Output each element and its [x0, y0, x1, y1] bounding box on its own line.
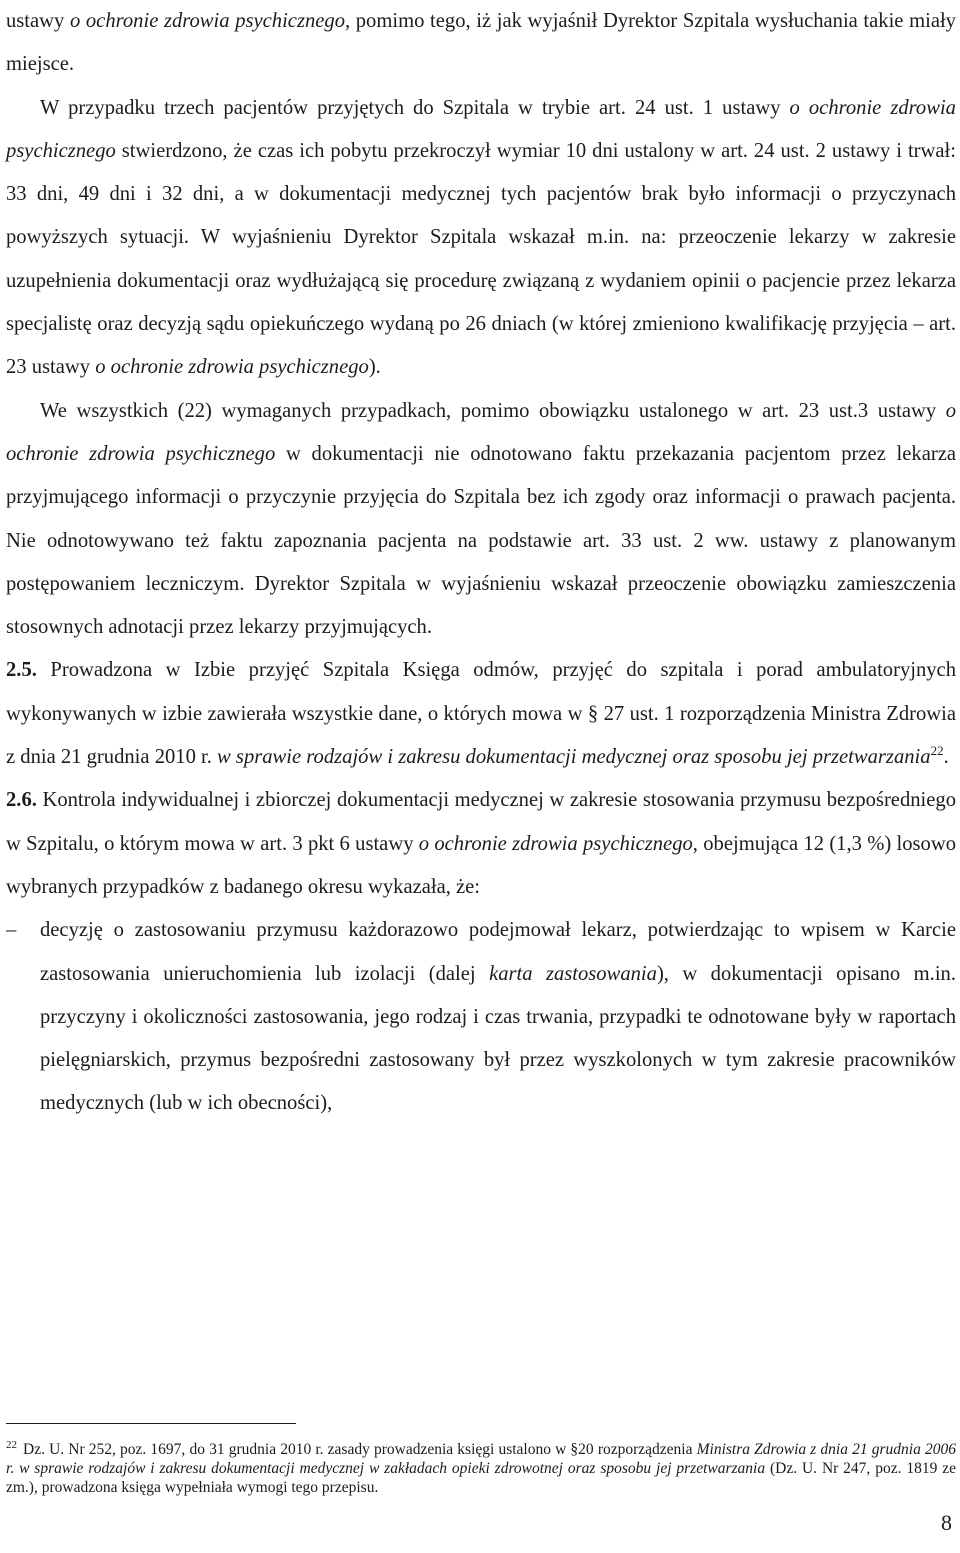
text-run: We wszystkich (22) wymaganych przypadkach, pomimo obowiązku ustalonego w art. 23 ust.3 ustawy	[40, 399, 946, 422]
act-title-italic: o ochronie zdrowia psychicznego,	[69, 10, 351, 32]
footnote-separator	[6, 1423, 296, 1424]
footnote-22	[6, 1440, 956, 1497]
text-run: stwierdzono, że czas ich pobytu przekroczył wymiar 10 dni ustalony w art. 24 ust. 2 ustawy i trwał: 33 dni, 49 dni i 32 dni, a w dokumentacji medycznej tych pacjentów brak było informacji o przyczynach powyższych sytuacji. W wyjaśnieniu Dyrektor Szpitala wskazał m.in. na: przeoczenie lekarzy w zakresie uzupełnienia dokumentacji oraz wydłużającą się procedurę związaną z wydaniem opinii o pacjencie przez lekarza specjalistę oraz decyzją sądu opiekuńczego wydaną po 26 dniach (w której zmieniono kwalifikację przyjęcia – art. 23 ustawy	[6, 139, 956, 379]
defined-term-italic: karta zastosowania	[489, 962, 657, 985]
act-title-italic: o ochronie zdrowia psychicznego	[418, 832, 693, 855]
text-run: ustawy	[6, 10, 70, 32]
text-run: decyzję o zastosowaniu przymusu każdorazowo podejmował lekarz, potwierdzając to wpisem w Karcie zastosowania unieruchomienia lub izolacji (dalej	[40, 919, 956, 985]
footnote-number: 22	[6, 1438, 17, 1451]
section-number: 2.6.	[6, 789, 37, 812]
paragraph-pobyt	[6, 87, 956, 390]
act-title-italic: o ochronie zdrowia psychicznego	[95, 356, 369, 379]
section-number: 2.5.	[6, 659, 37, 682]
text-run: pomimo tego, iż jak wyjaśnił Dyrektor Szpitala wysłuchania takie miały miejsce.	[6, 10, 956, 76]
dash-bullet: –	[6, 919, 17, 942]
section-2-6	[6, 779, 956, 909]
footnote-marker: 22	[930, 743, 944, 759]
text-run: ).	[368, 356, 381, 379]
regulation-title-italic: w sprawie rodzajów i zakresu dokumentacji medycznej oraz sposobu jej przetwarzania	[217, 746, 931, 769]
text-run: ), w dokumentacji opisano m.in. przyczyny i okoliczności zastosowania, jego rodzaj i czas trwania, przypadki te odnotowane były w raportach pielęgniarskich, przymus bezpośredni zastosowany był przez wyszkolonych w tym zakresie pracowników medycznych (lub w ich obecności),	[40, 962, 956, 1115]
regulation-title-italic: Ministra Zdrowia z dnia 21 grudnia 2006 r. w sprawie rodzajów i zakresu dokumentacji medycznej w zakładach opieki zdrowotnej oraz sposobu jej przetwarzania	[6, 1441, 956, 1477]
section-2-5	[6, 649, 956, 779]
text-run: Dz. U. Nr 252, poz. 1697, do 31 grudnia 2010 r. zasady prowadzenia księgi ustalono w §20 rozporządzenia	[23, 1441, 697, 1458]
act-title-italic: o ochronie zdrowia psychicznego	[6, 399, 956, 465]
text-run: w dokumentacji nie odnotowano faktu przekazania pacjentom przez lekarza przyjmującego informacji o przyczynie przyjęcia do Szpitala bez ich zgody oraz informacji o prawach pacjenta. Nie odnotowywano też faktu zapoznania pacjenta na podstawie art. 33 ust. 2 ww. ustawy z planowanym postępowaniem leczniczym. Dyrektor Szpitala w wyjaśnieniu wskazał przeoczenie obowiązku zamieszczenia stosownych adnotacji przez lekarzy przyjmujących.	[6, 442, 956, 639]
document-page	[6, 0, 956, 1126]
paragraph-przypadki	[6, 390, 956, 650]
text-run: (Dz. U. Nr 247, poz. 1819 ze zm.), prowadzona księga wypełniała wymogi tego przepisu.	[6, 1460, 956, 1496]
text-run: .	[943, 746, 949, 769]
text-run: , obejmująca 12 (1,3 %) losowo wybranych przypadków z badanego okresu wykazała, że:	[6, 832, 956, 898]
paragraph-continuation	[6, 0, 956, 87]
page-number: 8	[941, 1510, 952, 1535]
text-run: Kontrola indywidualnej i zbiorczej dokumentacji medycznej w zakresie stosowania przymusu bezpośredniego w Szpitalu, o którym mowa w art. 3 pkt 6 ustawy	[6, 789, 956, 855]
text-run: Prowadzona w Izbie przyjęć Szpitala Księga odmów, przyjęć do szpitala i porad ambulatoryjnych wykonywanych w izbie zawierała wszystkie dane, o których mowa w § 27 ust. 1 rozporządzenia Ministra Zdrowia z dnia 21 grudnia 2010 r.	[6, 659, 956, 769]
footnotes-area	[6, 1423, 956, 1497]
bullet-item	[6, 909, 956, 1125]
text-run: W przypadku trzech pacjentów przyjętych do Szpitala w trybie art. 24 ust. 1 ustawy	[40, 96, 790, 119]
act-title-italic: o ochronie zdrowia psychicznego	[6, 96, 956, 162]
